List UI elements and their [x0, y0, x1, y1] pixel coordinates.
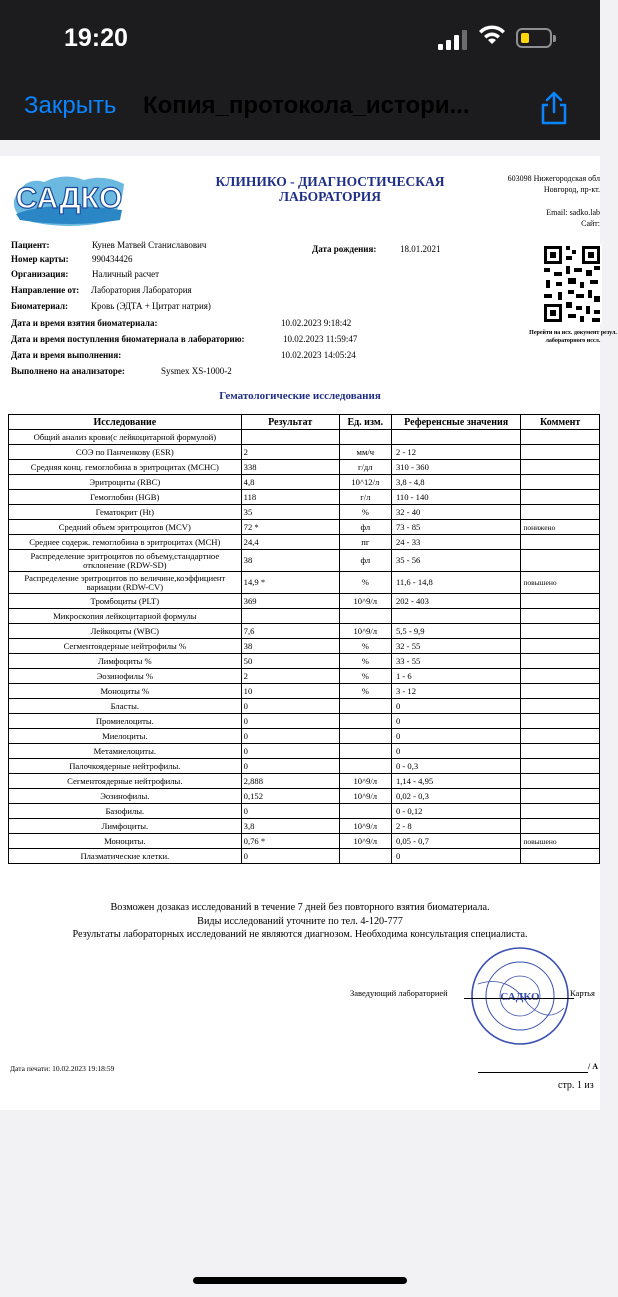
battery-icon [516, 28, 552, 48]
comment [521, 550, 600, 572]
table-row [9, 654, 600, 669]
unit: пг [339, 535, 391, 550]
reference-range: 1,14 - 4,95 [391, 774, 520, 789]
test-name: Сегментоядерные нейтрофилы. [9, 774, 242, 789]
table-row [9, 669, 600, 684]
result-value: 2 [241, 445, 339, 460]
unit: г/л [339, 490, 391, 505]
unit: % [339, 654, 391, 669]
footer-note-phone: Виды исследований уточните по тел. 4-120-777 [197, 916, 403, 927]
comment [521, 819, 600, 834]
reference-range: 0,02 - 0,3 [391, 789, 520, 804]
test-name: Лимфоциты % [9, 654, 242, 669]
test-name: Метамиелоциты. [9, 744, 242, 759]
test-name: СОЭ по Панченкову (ESR) [9, 445, 242, 460]
result-value: 2 [241, 669, 339, 684]
unit [339, 849, 391, 864]
test-name: Средний объем эритроцитов (MCV) [9, 520, 242, 535]
direction-row: Направление от: Лаборатория Лаборатория [11, 285, 192, 295]
unit: фл [339, 550, 391, 572]
result-value: 7,6 [241, 624, 339, 639]
table-row [9, 849, 600, 864]
reference-range: 0 - 0,12 [391, 804, 520, 819]
comment [521, 684, 600, 699]
unit [339, 609, 391, 624]
test-name: Общий анализ крови(с лейкоцитарной формулой) [9, 430, 242, 445]
comment [521, 609, 600, 624]
result-value: 0 [241, 699, 339, 714]
comment [521, 460, 600, 475]
unit: г/дл [339, 460, 391, 475]
comment [521, 774, 600, 789]
unit: % [339, 639, 391, 654]
table-row [9, 714, 600, 729]
test-name: Эозинофилы % [9, 669, 242, 684]
comment [521, 849, 600, 864]
table-row [9, 684, 600, 699]
result-value: 24,4 [241, 535, 339, 550]
close-button[interactable]: Закрыть [24, 92, 117, 119]
unit [339, 744, 391, 759]
table-row [9, 624, 600, 639]
status-bar [0, 0, 600, 80]
head-of-lab-label: Заведующий лабораторией [350, 988, 448, 998]
table-row [9, 744, 600, 759]
done-date-row: Дата и время выполнения: 10.02.2023 14:05:24 [11, 350, 356, 360]
comment: понижено [521, 520, 600, 535]
table-row [9, 475, 600, 490]
test-name: Моноциты % [9, 684, 242, 699]
table-row [9, 490, 600, 505]
result-value: 0 [241, 744, 339, 759]
result-value: 10 [241, 684, 339, 699]
cellular-signal-icon [438, 30, 468, 50]
unit [339, 430, 391, 445]
unit: 10^9/л [339, 594, 391, 609]
comment [521, 699, 600, 714]
org-row: Организация: Наличный расчет [11, 269, 160, 279]
qr-caption: Перейти на исх. документ резул. лабораторного иссл. [529, 330, 617, 344]
result-value: 50 [241, 654, 339, 669]
unit: мм/ч [339, 445, 391, 460]
reference-range: 0 [391, 714, 520, 729]
table-row [9, 520, 600, 535]
unit: % [339, 669, 391, 684]
table-row [9, 550, 600, 572]
comment [521, 804, 600, 819]
signature-line [464, 998, 574, 999]
print-signature-line [478, 1072, 588, 1073]
result-value: 2,888 [241, 774, 339, 789]
result-value: 0 [241, 729, 339, 744]
reference-range: 202 - 403 [391, 594, 520, 609]
column-header: Референсные значения [391, 415, 520, 430]
lab-stamp [468, 944, 572, 1048]
table-row [9, 505, 600, 520]
comment [521, 490, 600, 505]
result-value: 38 [241, 639, 339, 654]
reference-range [391, 609, 520, 624]
reference-range: 32 - 40 [391, 505, 520, 520]
table-row [9, 819, 600, 834]
reference-range: 3,8 - 4,8 [391, 475, 520, 490]
test-name: Средняя конц. гемоглобина в эритроцитах (MCHC) [9, 460, 242, 475]
result-value: 338 [241, 460, 339, 475]
result-value [241, 430, 339, 445]
test-name: Распределение эритроцитов по величине,коэффициент вариации (RDW-CV) [9, 572, 242, 594]
document-title: Копия_протокола_истори... [143, 92, 470, 119]
table-row [9, 789, 600, 804]
reference-range: 0 [391, 849, 520, 864]
section-title: Гематологические исследования [219, 390, 381, 402]
table-row [9, 572, 600, 594]
reference-range: 24 - 33 [391, 535, 520, 550]
test-name: Промиелоциты. [9, 714, 242, 729]
unit: % [339, 505, 391, 520]
share-icon[interactable] [538, 90, 570, 126]
table-row [9, 729, 600, 744]
test-name: Тромбоциты (PLT) [9, 594, 242, 609]
unit: 10^9/л [339, 774, 391, 789]
reference-range: 11,6 - 14,8 [391, 572, 520, 594]
comment [521, 445, 600, 460]
unit [339, 759, 391, 774]
test-name: Эозинофилы. [9, 789, 242, 804]
comment [521, 594, 600, 609]
comment [521, 430, 600, 445]
results-table [8, 414, 600, 864]
birth-row: Дата рождения: 18.01.2021 [312, 244, 441, 254]
qr-code[interactable] [542, 244, 602, 324]
table-row [9, 804, 600, 819]
test-name: Моноциты. [9, 834, 242, 849]
home-indicator[interactable] [193, 1277, 407, 1284]
table-row [9, 460, 600, 475]
wifi-icon [478, 24, 506, 46]
footer-note-reorder: Возможен дозаказ исследований в течение 7 дней без повторного взятия биоматериала. [110, 902, 490, 913]
analyzer-row: Выполнено на анализаторе: Sysmex XS-1000-2 [11, 366, 232, 376]
column-header: Результат [241, 415, 339, 430]
comment [521, 639, 600, 654]
reference-range: 0 - 0,3 [391, 759, 520, 774]
result-value: 0 [241, 849, 339, 864]
table-row [9, 445, 600, 460]
unit: % [339, 684, 391, 699]
reference-range: 0 [391, 699, 520, 714]
result-value: 0,76 * [241, 834, 339, 849]
unit: фл [339, 520, 391, 535]
lab-address: 603098 Нижегородская обл Новгород, пр-кт. [507, 174, 600, 194]
result-value: 0 [241, 759, 339, 774]
table-row [9, 639, 600, 654]
lab-contacts: Email: sadko.lab Сайт: [546, 208, 600, 228]
reference-range: 73 - 85 [391, 520, 520, 535]
reference-range: 110 - 140 [391, 490, 520, 505]
test-name: Среднее содерж. гемоглобина в эритроцитах (MCH) [9, 535, 242, 550]
document-page[interactable] [0, 156, 617, 1110]
test-name: Бласты. [9, 699, 242, 714]
reference-range: 3 - 12 [391, 684, 520, 699]
test-name: Эритроциты (RBC) [9, 475, 242, 490]
footer-note-disclaimer: Результаты лабораторных исследований не являются диагнозом. Необходима консультация специалиста. [72, 929, 528, 940]
column-header: Исследование [9, 415, 242, 430]
print-date: Дата печати: 10.02.2023 19:18:59 [10, 1064, 115, 1073]
biomaterial-row: Биоматериал: Кровь (ЭДТА + Цитрат натрия) [11, 301, 211, 311]
result-value [241, 609, 339, 624]
unit: % [339, 572, 391, 594]
unit: 10^9/л [339, 834, 391, 849]
lab-title: КЛИНИКО - ДИАГНОСТИЧЕСКАЯ ЛАБОРАТОРИЯ [215, 174, 445, 204]
comment [521, 714, 600, 729]
unit [339, 729, 391, 744]
reference-range [391, 430, 520, 445]
comment: повышено [521, 572, 600, 594]
result-value: 3,8 [241, 819, 339, 834]
table-row [9, 594, 600, 609]
reference-range: 0,05 - 0,7 [391, 834, 520, 849]
reference-range: 2 - 12 [391, 445, 520, 460]
table-row [9, 430, 600, 445]
patient-row: Пациент: Кунев Матвей Станиславович [11, 240, 207, 250]
result-value: 0,152 [241, 789, 339, 804]
test-name: Распределение эритроцитов по объему,стандартное отклонение (RDW-SD) [9, 550, 242, 572]
comment [521, 789, 600, 804]
reference-range: 35 - 56 [391, 550, 520, 572]
comment [521, 654, 600, 669]
reference-range: 0 [391, 744, 520, 759]
result-value: 38 [241, 550, 339, 572]
reference-range: 5,5 - 9,9 [391, 624, 520, 639]
reference-range: 310 - 360 [391, 460, 520, 475]
test-name: Палочкоядерные нейтрофилы. [9, 759, 242, 774]
result-value: 4,8 [241, 475, 339, 490]
unit [339, 804, 391, 819]
table-row [9, 759, 600, 774]
column-header: Коммент [521, 415, 600, 430]
result-value: 369 [241, 594, 339, 609]
comment [521, 475, 600, 490]
reference-range: 32 - 55 [391, 639, 520, 654]
comment [521, 729, 600, 744]
test-name: Гематокрит (Ht) [9, 505, 242, 520]
table-header [9, 415, 600, 430]
reference-range: 0 [391, 729, 520, 744]
unit [339, 714, 391, 729]
test-name: Плазматические клетки. [9, 849, 242, 864]
table-row [9, 699, 600, 714]
result-value: 0 [241, 714, 339, 729]
svg-text:САДКО: САДКО [500, 991, 540, 1003]
table-row [9, 774, 600, 789]
nav-bar [0, 80, 600, 140]
column-header: Ед. изм. [339, 415, 391, 430]
unit: 10^9/л [339, 624, 391, 639]
unit: 10^9/л [339, 819, 391, 834]
test-name: Миелоциты. [9, 729, 242, 744]
result-value: 35 [241, 505, 339, 520]
reference-range: 33 - 55 [391, 654, 520, 669]
result-value: 0 [241, 804, 339, 819]
test-name: Лимфоциты. [9, 819, 242, 834]
unit: 10^12/л [339, 475, 391, 490]
unit [339, 699, 391, 714]
result-value: 14,9 * [241, 572, 339, 594]
test-name: Микроскопия лейкоцитарной формулы [9, 609, 242, 624]
head-of-lab-name: Картья [570, 988, 595, 998]
comment [521, 669, 600, 684]
table-row [9, 535, 600, 550]
test-name: Лейкоциты (WBC) [9, 624, 242, 639]
comment [521, 624, 600, 639]
result-value: 72 * [241, 520, 339, 535]
receive-date-row: Дата и время поступления биоматериала в лабораторию: 10.02.2023 11:59:47 [11, 334, 358, 344]
table-row [9, 834, 600, 849]
test-name: Базофилы. [9, 804, 242, 819]
comment: повышено [521, 834, 600, 849]
unit: 10^9/л [339, 789, 391, 804]
comment [521, 535, 600, 550]
page-number: стр. 1 из [558, 1080, 594, 1091]
comment [521, 505, 600, 520]
test-name: Сегментоядерные нейтрофилы % [9, 639, 242, 654]
reference-range: 1 - 6 [391, 669, 520, 684]
comment [521, 744, 600, 759]
table-row [9, 609, 600, 624]
print-signature: / А [588, 1062, 598, 1071]
comment [521, 759, 600, 774]
sadko-logo [10, 170, 128, 228]
result-value: 118 [241, 490, 339, 505]
status-time: 19:20 [64, 24, 128, 52]
test-name: Гемоглобин (HGB) [9, 490, 242, 505]
reference-range: 2 - 8 [391, 819, 520, 834]
svg-text:САДКО: САДКО [15, 182, 123, 215]
card-row: Номер карты: 990434426 [11, 254, 133, 264]
take-date-row: Дата и время взятия биоматериала: 10.02.2023 9:18:42 [11, 318, 352, 328]
